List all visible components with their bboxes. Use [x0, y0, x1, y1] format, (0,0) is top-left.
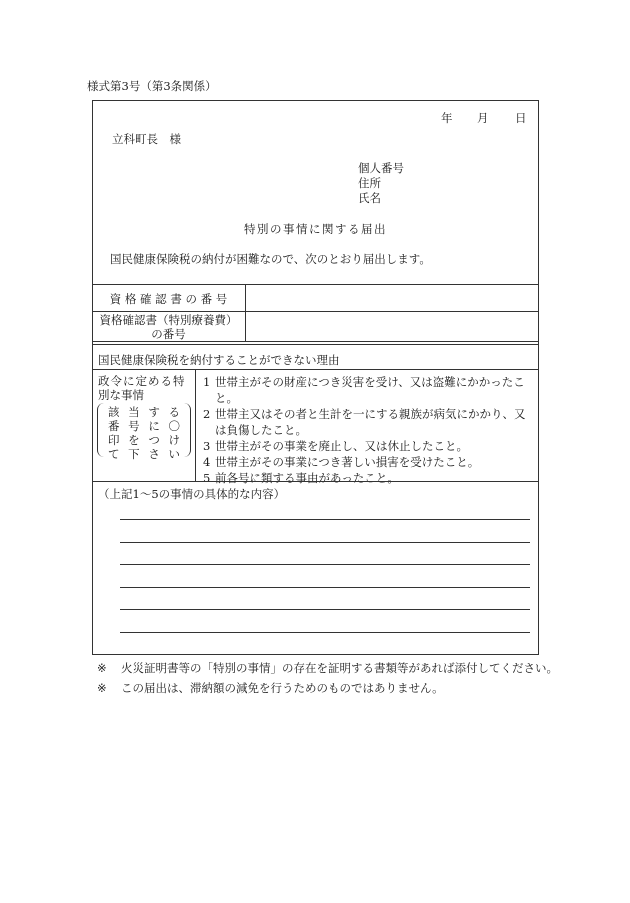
- reason-item[interactable]: [203, 454, 536, 470]
- table-top-rule: [92, 284, 539, 285]
- table-column-divider: [245, 284, 246, 342]
- special-cert-number-input[interactable]: [247, 313, 537, 341]
- note-mark: ※: [97, 681, 107, 695]
- bracket-char: 当: [128, 405, 140, 419]
- special-cert-label-line1: 資格確認書（特別療養費）: [99, 313, 238, 327]
- reason-rule: [92, 369, 539, 370]
- reason-number: 1: [203, 375, 211, 389]
- bracket-char: を: [128, 433, 140, 447]
- reason-item[interactable]: [203, 438, 536, 454]
- form-title: 特別の事情に関する届出: [244, 222, 387, 236]
- reason-text: 前各号に類する事由があったこと。: [215, 471, 399, 485]
- reason-number: 3: [203, 439, 211, 453]
- table-row-rule: [92, 311, 539, 312]
- applicant-block: [358, 161, 404, 206]
- bracket-char: す: [148, 405, 160, 419]
- reason-number: 2: [203, 407, 211, 421]
- bracket-char: い: [168, 447, 180, 461]
- reason-item[interactable]: [203, 374, 536, 406]
- detail-write-line[interactable]: [120, 519, 530, 520]
- reason-text: 世帯主がその事業につき著しい損害を受けたこと。: [215, 455, 480, 469]
- reason-column-divider: [195, 369, 196, 481]
- qualification-cert-number-input[interactable]: [247, 286, 537, 310]
- detail-write-line[interactable]: [120, 587, 530, 588]
- bracket-char: る: [168, 405, 180, 419]
- detail-write-line[interactable]: [120, 609, 530, 610]
- special-circumstances-label: [98, 374, 193, 402]
- special-cert-label-line2: の番号: [151, 327, 186, 341]
- bracket-char: 番: [108, 419, 120, 433]
- reason-text: 世帯主がその財産につき災害を受け、又は盗難にかかったこと。: [215, 375, 525, 405]
- bracket-char: さ: [148, 447, 160, 461]
- date-line: [441, 110, 527, 126]
- bracket-char: け: [168, 433, 180, 447]
- qualification-cert-number-label: 資 格 確 認 書 の 番 号: [109, 292, 228, 306]
- reason-text: 世帯主又はその者と生計を一にする親族が病気にかかり、又は負傷したこと。: [215, 407, 526, 437]
- bracket-char: に: [148, 419, 160, 433]
- detail-rule: [92, 481, 539, 482]
- bracket-char: つ: [148, 433, 160, 447]
- name-field[interactable]: 氏名: [358, 191, 381, 205]
- bracket-char: 印: [108, 433, 120, 447]
- reason-number: 5: [203, 471, 211, 485]
- special-circumstances-label-line2: 別な事情: [98, 388, 144, 402]
- table-double-rule: [92, 341, 539, 345]
- reason-number: 4: [203, 455, 211, 469]
- reason-item[interactable]: [203, 470, 536, 486]
- form-number: 様式第3号（第3条関係）: [87, 79, 217, 93]
- individual-number-field[interactable]: 個人番号: [358, 161, 404, 175]
- detail-write-line[interactable]: [120, 542, 530, 543]
- bracket-char: 下: [128, 447, 140, 461]
- address-field[interactable]: 住所: [358, 176, 381, 190]
- note-item: [97, 660, 558, 676]
- bracket-line-4: [108, 446, 180, 462]
- note-text: 火災証明書等の「特別の事情」の存在を証明する書類等があれば添付してください。: [121, 661, 558, 675]
- note-mark: ※: [97, 661, 107, 675]
- date-day-field[interactable]: 日: [515, 111, 527, 125]
- reason-heading: 国民健康保険税を納付することができない理由: [98, 353, 340, 367]
- detail-write-line[interactable]: [120, 564, 530, 565]
- statement-text: 国民健康保険税の納付が困難なので、次のとおり届出します。: [110, 252, 431, 266]
- date-year-field[interactable]: 年: [441, 111, 453, 125]
- bracket-char: 該: [108, 405, 120, 419]
- special-cert-number-label: [92, 313, 245, 341]
- detail-heading: （上記1～5の事情の具体的な内容）: [98, 487, 286, 501]
- reason-text: 世帯主がその事業を廃止し、又は休止したこと。: [215, 439, 468, 453]
- detail-write-line[interactable]: [120, 632, 530, 633]
- note-text: この届出は、滞納額の減免を行うためのものではありません。: [121, 681, 444, 695]
- bracket-char: て: [108, 447, 120, 461]
- reason-item[interactable]: [203, 406, 536, 438]
- addressee: 立科町長 様: [112, 132, 181, 146]
- special-circumstances-label-line1: 政令に定める特: [98, 374, 186, 388]
- date-month-field[interactable]: 月: [477, 111, 489, 125]
- bracket-char: 〇: [168, 419, 180, 433]
- note-item: [97, 680, 444, 696]
- bracket-char: 号: [128, 419, 140, 433]
- reason-list: [203, 374, 536, 486]
